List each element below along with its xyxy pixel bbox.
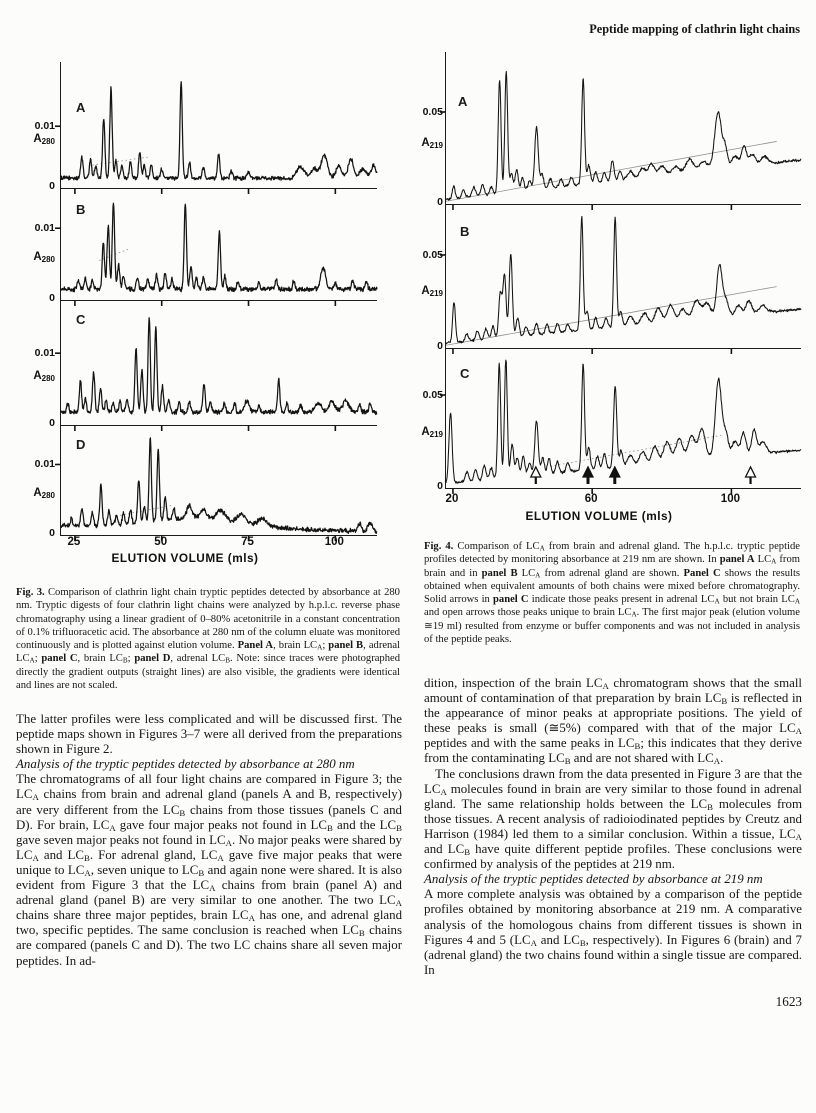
y-zero-label: 0 [437, 196, 443, 208]
fig3-panel-c [33, 300, 377, 429]
running-head: Peptide mapping of clathrin light chains [589, 22, 800, 36]
chromatogram-trace [61, 318, 377, 415]
chromatogram-trace [446, 71, 801, 200]
y-axis-name: $A_{280}$ [33, 250, 55, 264]
fig3-trace-svg-d [61, 425, 377, 535]
fig4-xtick-label: 20 [445, 493, 459, 505]
figure-4-caption: Fig. 4. Comparison of $LC_A$ from brain and adrenal gland. The h.p.l.c. tryptic peptide profiles detected by monitoring absorbance at 219 nm are shown. In panel A $LC_A$ from brain and in panel B $LC_A$ from adrenal gland are shown. Panel C shows the results obtained when equivalent amounts of both chains were mixed before chromatography. Solid arrows in panel C indicate those peaks present in adrenal $LC_A$ but not brain $LC_A$ and open arrows those peaks unique to brain $LC_A$. The first major peak (elution volume ≅19 ml) resulted from enzyme or buffer components and was not included in analysis of the peptide peaks. [424, 541, 801, 646]
y-tick-value: 0.05 [422, 105, 443, 118]
fig4-x-axis-title: ELUTION VOLUME (mls) [525, 509, 673, 523]
y-axis-name: $A_{219}$ [421, 426, 443, 440]
open-arrow-marker [746, 467, 756, 477]
fig3-panel-d [33, 425, 377, 539]
fig4-xtick-label: 60 [584, 493, 598, 505]
y-zero-label: 0 [49, 527, 55, 539]
solid-arrow-marker [583, 467, 593, 477]
y-tick-value: 0.05 [422, 389, 443, 402]
fig3-trace-svg-a [61, 62, 377, 188]
chromatogram-trace [61, 82, 377, 181]
chromatogram-trace [61, 203, 377, 292]
chromatogram-trace [446, 360, 801, 483]
y-zero-label: 0 [49, 180, 55, 192]
figure-3-caption: Fig. 3. Comparison of clathrin light chain tryptic peptides detected by absorbance at 280 nm. Tryptic digests of four clathrin light chains were analyzed by h.p.l.c. reverse phase chromatography using a linear gradient of 0–80% acetonitrile in a constant concentration of 0.1% trifluoracetic acid. The absorbance at 280 nm of the column eluate was monitored continuously and is plotted against elution volume. Panel A, brain $LC_A$; panel B, adrenal $LC_A$; panel C, brain $LC_B$; panel D, adrenal $LC_B$. Note: since traces were photographed directly the gradient outputs (straight lines) are also visible, the gradients were identical and lines are not scaled. [16, 587, 401, 692]
paragraph-280nm-analysis: The chromatograms of all four light chains are compared in Figure 3; the $LC_A$ chains from brain and adrenal gland (panels A and B, respectively) are very different from the $LC_B$ chains from those tissues (panels C and D). For brain, $LC_A$ gave four major peaks not found in $LC_B$ and the $LC_B$ gave seven major peaks not found in $LC_A$. No major peaks were shared by $LC_A$ and $LC_B$. For adrenal gland, $LC_A$ gave five major peaks that were unique to $LC_A$, seven unique to $LC_B$ and again none were shared. It is also evident from Figure 3 that the $LC_A$ chains from brain (panel A) and adrenal gland (panel B) are very similar to one another. The two $LC_A$ chains share three major peptides, brain $LC_A$ has one, and adrenal gland two, specific peptides. The same conclusion is reached when $LC_B$ chains are compared (panels C and D). The two LC chains share all seven major peptides. In ad- [16, 772, 403, 968]
y-tick-value: 0.01 [34, 120, 55, 133]
fig4-trace-svg-c [446, 348, 801, 488]
left-text-column [16, 712, 402, 969]
fig3-xtick-label: 50 [154, 536, 168, 548]
fig4-panel-letter-a: A [458, 94, 468, 109]
y-zero-label: 0 [49, 292, 55, 304]
y-axis-name: $A_{280}$ [33, 370, 55, 383]
figure-3-chromatograms [14, 55, 402, 585]
figure-4-chromatograms [420, 48, 816, 540]
paragraph-contamination: dition, inspection of the brain $LC_A$ chromatogram shows that the small amount of contamination of that preparation by brain $LC_B$ is reflected in the appearance of minor peaks at appropriate positions. The yield of these peaks is small (≅5%) compared with that of the major $LC_A$ peptides and with the same peaks in $LC_B$; this indicates that they derive from the contaminating $LC_B$ and are not shared with $LC_A$. [424, 676, 802, 767]
y-zero-label: 0 [437, 480, 443, 492]
right-text-column [424, 676, 802, 1009]
fig4-trace-svg-a [446, 52, 801, 204]
chromatogram-trace [446, 216, 801, 343]
chromatogram-trace [61, 438, 377, 534]
fig4-panel-letter-c: C [460, 366, 470, 381]
fig3-panel-letter-a: A [76, 100, 86, 115]
paragraph-219nm-analysis: A more complete analysis was obtained by a comparison of the peptide profiles obtained by monitoring absorbance at 219 nm. A comparative analysis of the homologous chains from different tissues is shown in Figures 4 and 5 ($LC_A$ and $LC_B$, respectively). In Figures 6 (brain) and 7 (adrenal gland) the two chains found within a single tissue are compared. In [424, 887, 802, 977]
y-tick-value: 0.05 [422, 248, 443, 261]
fig4-panel-a [421, 52, 801, 208]
fig4-xtick-label: 100 [720, 493, 740, 505]
y-axis-name: $A_{219}$ [421, 137, 443, 151]
fig4-panel-letter-b: B [460, 224, 470, 239]
fig3-xtick-label: 75 [241, 536, 254, 548]
paragraph-conclusions: The conclusions drawn from the data presented in Figure 3 are that the $LC_A$ molecules found in brain are very similar to those found in adrenal gland. The same relationship holds between the $LC_B$ molecules from those tissues. A recent analysis of radioiodinated peptides by Creutz and Harrison (1984) led them to a similar conclusion. Within a tissue, $LC_A$ and $LC_B$ have quite different peptide profiles. These conclusions were confirmed by analysis of the peptides at 219 nm. [424, 766, 803, 872]
fig3-panel-letter-c: C [76, 312, 86, 327]
fig3-xtick-label: 25 [67, 536, 81, 548]
fig3-panel-a [33, 62, 377, 192]
y-zero-label: 0 [49, 417, 55, 429]
solid-arrow-marker [610, 467, 620, 477]
fig4-panel-c [421, 348, 801, 492]
y-tick-value: 0.01 [34, 347, 55, 360]
section-heading-219nm: Analysis of the tryptic peptides detected by absorbance at 219 nm [424, 872, 763, 887]
fig3-panel-b [33, 188, 377, 304]
fig3-trace-svg-b [61, 188, 377, 300]
y-zero-label: 0 [437, 340, 443, 352]
fig3-xtick-label: 100 [324, 536, 344, 548]
fig4-panel-b [421, 204, 801, 352]
page-number: 1623 [775, 993, 802, 1009]
y-axis-name: $A_{219}$ [421, 284, 443, 298]
y-tick-value: 0.01 [34, 222, 55, 235]
fig3-x-axis-title: ELUTION VOLUME (mls) [111, 551, 259, 565]
y-axis-name: $A_{280}$ [33, 132, 55, 146]
y-tick-value: 0.01 [34, 458, 55, 471]
fig3-panel-letter-b: B [76, 202, 86, 217]
fig4-trace-svg-b [446, 204, 801, 348]
paragraph-continuation: The latter profiles were less complicated and will be discussed first. The peptide maps shown in Figures 3–7 were all derived from the preparations shown in Figure 2. [16, 712, 402, 757]
section-heading-280nm: Analysis of the tryptic peptides detected by absorbance at 280 nm [16, 757, 355, 772]
y-axis-name: $A_{280}$ [33, 486, 55, 500]
fig3-panel-letter-d: D [76, 437, 86, 452]
fig3-trace-svg-c [61, 300, 377, 425]
